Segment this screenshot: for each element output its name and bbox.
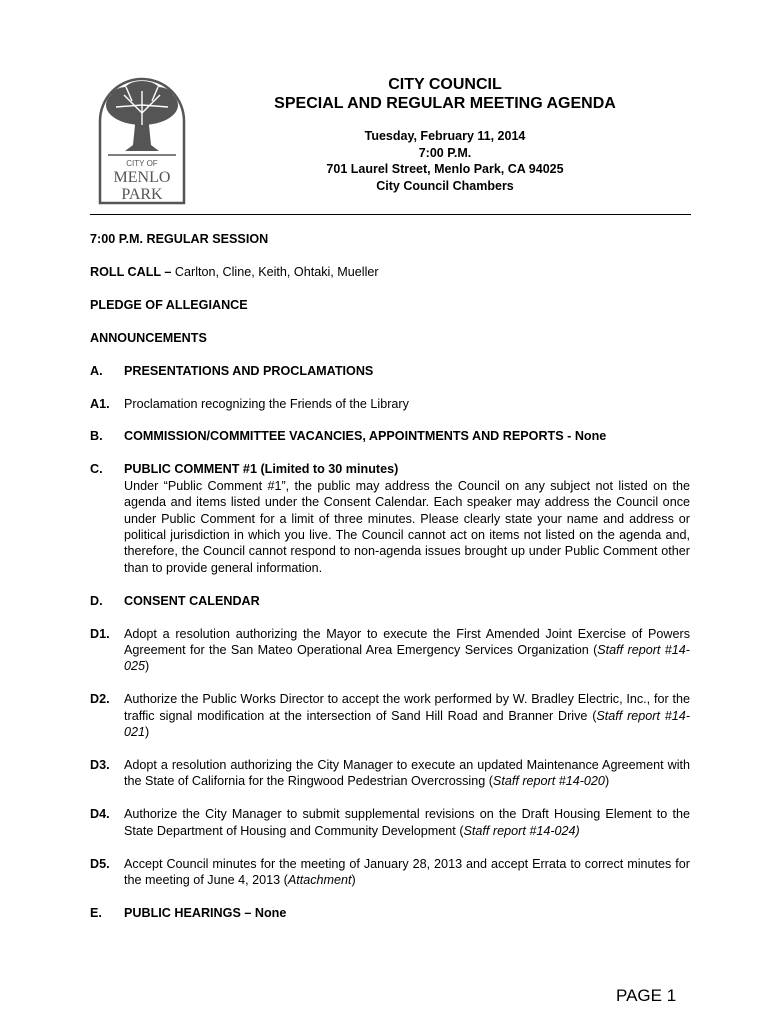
paren-close: ) [604,774,610,789]
item-d3 [90,757,690,790]
section-label: E. [90,905,102,920]
paren-open: ( [593,643,598,657]
announcements-heading: ANNOUNCEMENTS [90,330,207,345]
item-text: Authorize the Public Works Director to accept the work performed by W. Bradley Electric, Inc., for the traffic signal modification at the intersection of Sand Hill Road and Branner Drive [124,692,690,723]
item-d1 [90,626,690,675]
roll-call-names: Carlton, Cline, Keith, Ohtaki, Mueller [174,264,379,279]
item-text: Proclamation recognizing the Friends of the Library [124,396,409,411]
item-text: Accept Council minutes for the meeting of January 28, 2013 and accept Errata to correct minutes for the meeting of June 4, 2013 [124,856,690,888]
session-heading: 7:00 P.M. REGULAR SESSION [90,232,269,246]
meeting-date: Tuesday, February 11, 2014 [364,129,526,143]
agenda-header [200,76,690,194]
item-d5 [90,856,690,889]
section-label: A. [90,363,103,378]
section-d [90,593,690,609]
staff-report-ref: Staff report #14-025 [124,643,690,674]
public-comment-text: Under “Public Comment #1”, the public may address the Council on any subject not listed on the agenda and items listed under the Consent Calendar. Each speaker may address the Council once under Public Comment for a limit of three minutes. Please clearly state your name and address or political jurisdiction in which you live. The Council cannot act on items not listed on the agenda and, therefore, the Council cannot respond to non-agenda issues brought up under Public Comment other than to provide general information. [124,478,690,575]
header-divider [90,214,691,215]
section-title: PRESENTATIONS AND PROCLAMATIONS [124,363,374,378]
section-c [90,461,690,576]
logo-text-park: PARK [121,186,163,203]
logo-text-city-of: CITY OF [126,159,158,168]
attachment-ref: Attachment [287,873,352,888]
staff-report-ref: Staff report #14-020 [492,774,605,789]
agenda-subtitle: SPECIAL AND REGULAR MEETING AGENDA [274,95,616,112]
section-label: D. [90,593,103,608]
meeting-location: City Council Chambers [376,178,514,193]
section-title: PUBLIC HEARINGS – None [124,905,287,920]
section-e [90,905,690,921]
item-text: Adopt a resolution authorizing the Mayor to execute the First Amended Joint Exercise of Powers Agreement for the San Mateo Operational Area Emergency Services Organization [124,626,690,657]
item-d2 [90,691,690,740]
item-label: D4. [90,807,110,822]
paren-open: ( [283,873,288,888]
paren-close: ) [145,725,150,740]
meeting-details [200,128,690,194]
meeting-time: 7:00 P.M. [418,145,472,160]
city-of-menlo-park-logo [96,75,188,207]
agenda-body [90,231,690,938]
item-text: Adopt a resolution authorizing the City Manager to execute an updated Maintenance Agreement with the State of California for the Ringwood Pedestrian Overcrossing [124,758,690,789]
section-label: C. [90,462,103,477]
section-a [90,363,690,379]
item-d4 [90,806,690,839]
section-title: COMMISSION/COMMITTEE VACANCIES, APPOINTMENTS AND REPORTS - None [124,429,607,444]
logo-text-menlo: MENLO [113,169,171,186]
section-b [90,428,690,444]
item-label: A1. [90,396,110,411]
paren-close: ) [351,873,356,888]
item-a1 [90,396,690,412]
section-title: PUBLIC COMMENT #1 (Limited to 30 minutes) [124,462,399,477]
roll-call-label: ROLL CALL – [90,264,175,279]
roll-call [90,264,690,280]
section-title: CONSENT CALENDAR [124,593,260,608]
item-label: D1. [90,626,110,641]
item-label: D2. [90,692,110,707]
paren-close: ) [145,659,150,674]
paren-open: ( [592,708,597,723]
pledge-heading: PLEDGE OF ALLEGIANCE [90,297,248,312]
agenda-title: CITY COUNCIL [388,76,502,93]
page-number: PAGE 1 [616,986,677,1005]
staff-report-ref: Staff report #14-024) [463,823,580,838]
item-label: D3. [90,758,110,773]
paren-open: ( [488,774,493,789]
item-text: Authorize the City Manager to submit supplemental revisions on the Draft Housing Element to the State Department of Housing and Community Development [124,807,690,838]
paren-open: ( [459,823,464,838]
section-label: B. [90,429,103,444]
item-label: D5. [90,856,110,871]
staff-report-ref: Staff report #14-021 [124,708,690,740]
meeting-address: 701 Laurel Street, Menlo Park, CA 94025 [326,162,564,176]
